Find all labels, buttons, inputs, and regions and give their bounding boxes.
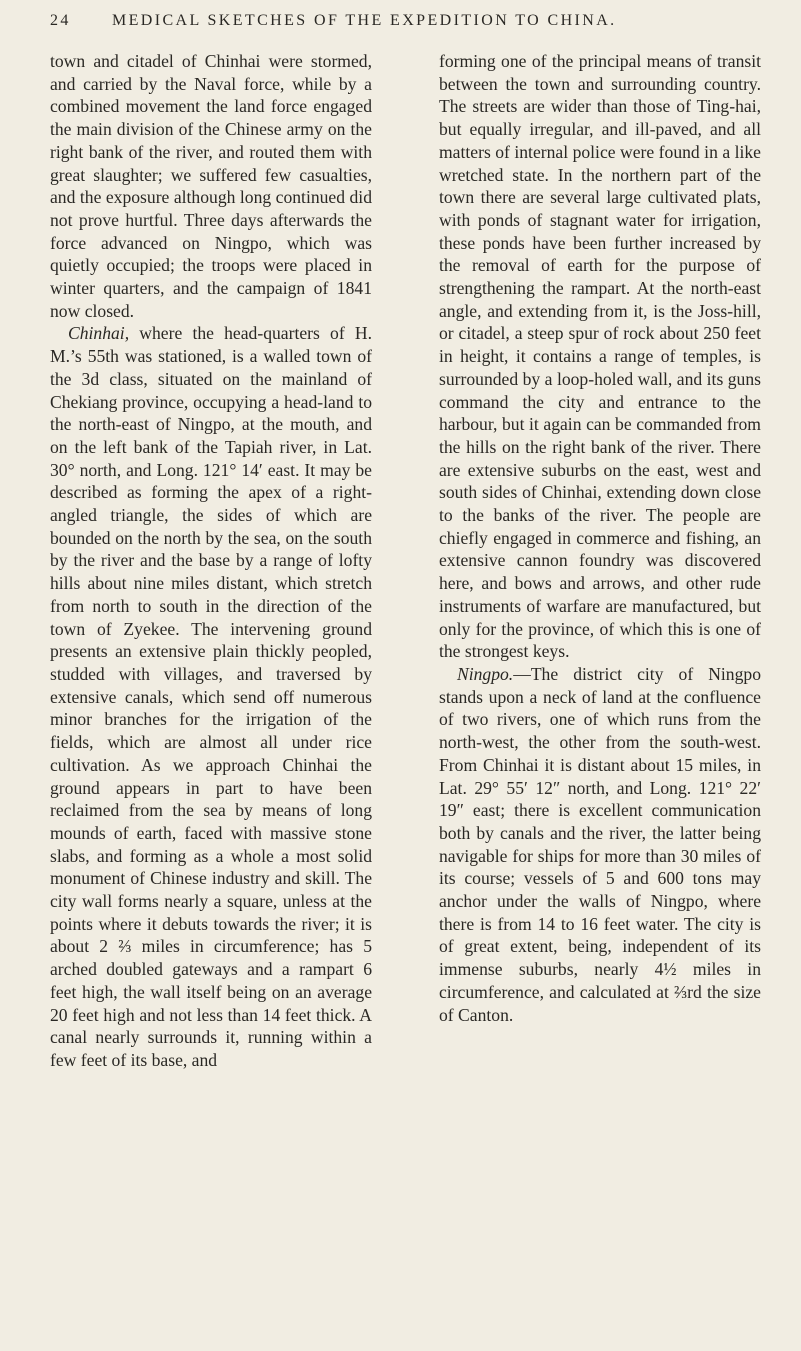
paragraph-chinhai-body: where the head-quarters of H. M.’s 55th was stationed, is a walled town of the 3d class, situated on the mainland of Chekiang province, occupying a head-land to the north-east of Ningpo, at the mouth, and on the left bank of the Tapiah river, in Lat. 30° north, and Long. 121° 14′ east. It may be described as forming the apex of a right-angled triangle, the sides of which are bounded on the north by the sea, on the south by the river and the base by a range of lofty hills about nine miles distant, which stretch from north to south in the direction of the town of Zyekee. The intervening ground presents an extensive plain thickly peopled, studded with villages, and traversed by extensive canals, which send off numerous minor branches for the irrigation of the fields, which are almost all under rice cultivation. As we approach Chinhai the ground appears in part to have been reclaimed from the sea by means of long mounds of earth, faced with massive stone slabs, and forming as a whole a most solid monument of Chinese industry and skill. The city wall forms nearly a square, unless at the points where it debuts towards the river; it is about 2 ⅔ miles in circumference; has 5 arched doubled gateways and a rampart 6 feet high, the wall itself being on an average 20 feet high and not less than 14 feet thick. A canal nearly surrounds it, running within a few feet of its base, and <box>50 323 372 1070</box>
right-column <box>439 50 761 1072</box>
left-column <box>50 50 372 1072</box>
paragraph-ningpo <box>439 663 761 1026</box>
paragraph-chinhai-continued: forming one of the principal means of transit between the town and surrounding country. The streets are wider than those of Ting-hai, but equally irregular, and ill-paved, and all matters of internal police were found in a like wretched state. In the northern part of the town there are several large cultivated plats, with ponds of stagnant water for irrigation, these ponds have been further increased by the removal of earth for the purpose of strengthening the rampart. At the north-east angle, and extending from it, is the Joss-hill, or citadel, a steep spur of rock about 250 feet in height, it contains a range of temples, is surrounded by a loop-holed wall, and its guns command the city and entrance to the harbour, but it again can be commanded from the hills on the right bank of the river. There are extensive suburbs on the east, west and south sides of Chinhai, extending down close to the banks of the river. The people are chiefly engaged in commerce and fishing, an extensive cannon foundry was discovered here, and bows and arrows, and other rude instruments of warfare are manufactured, but only for the province, of which this is one of the strongest keys. <box>439 51 761 662</box>
text-columns <box>50 50 761 1072</box>
page-number: 24 <box>50 12 71 29</box>
place-heading-ningpo: Ningpo. <box>457 663 514 684</box>
paragraph-chinhai <box>50 322 372 1071</box>
paragraph-campaign: town and citadel of Chinhai were stormed, and carried by the Naval force, while by a combined movement the land force engaged the main division of the Chinese army on the right bank of the river, and routed them with great slaughter; we suffered few casualties, and the exposure although long continued did not prove hurtful. Three days afterwards the force advanced on Ningpo, which was quietly occupied; the troops were placed in winter quarters, and the campaign of 1841 now closed. <box>50 51 372 321</box>
running-title: MEDICAL SKETCHES OF THE EXPEDITION TO CHINA. <box>112 12 617 29</box>
paragraph-ningpo-body: —The district city of Ningpo stands upon a neck of land at the confluence of two rivers, one of which runs from the north-west, the other from the south-west. From Chinhai it is distant about 15 miles, in Lat. 29° 55′ 12″ north, and Long. 121° 22′ 19″ east; there is excellent communication both by canals and the river, the latter being navigable for ships for more than 30 miles of its course; vessels of 5 and 600 tons may anchor under the walls of Ningpo, where there is from 14 to 16 feet water. The city is of great extent, being, independent of its immense suburbs, nearly 4½ miles in circumference, and calculated at ⅔rd the size of Canton. <box>439 663 761 1025</box>
running-head <box>50 8 761 44</box>
place-heading-chinhai: Chinhai, <box>68 323 130 344</box>
